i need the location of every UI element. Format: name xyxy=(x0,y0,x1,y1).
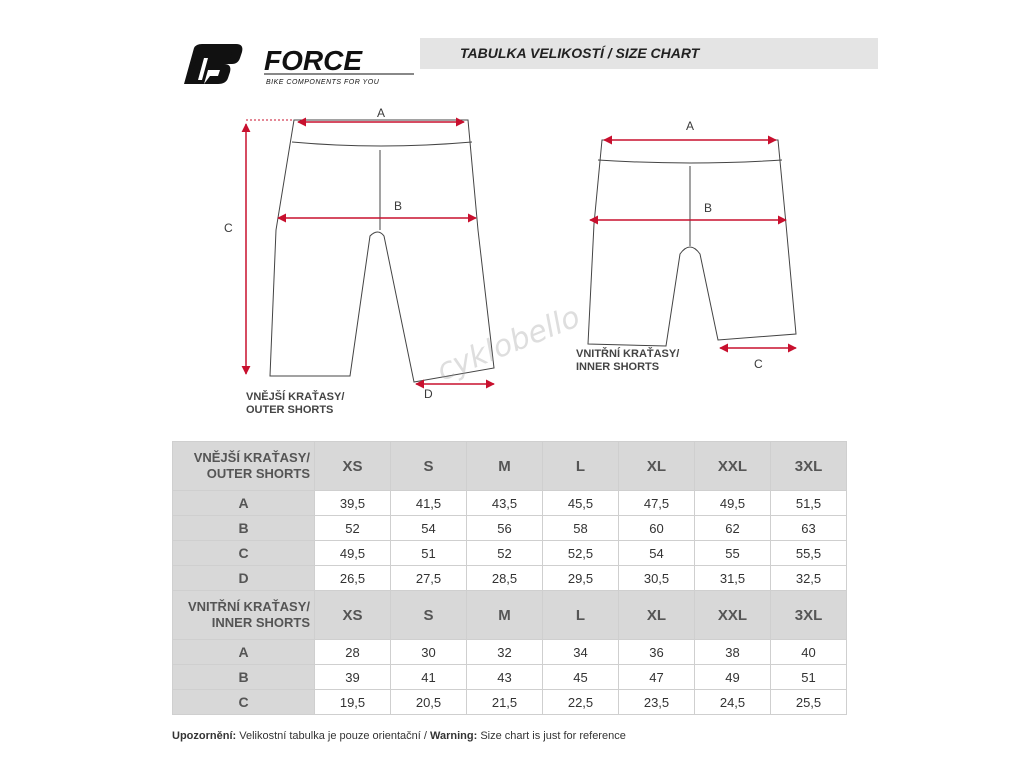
size-header: XS xyxy=(315,442,391,491)
inner-caption-line-1: VNITŘNÍ KRAŤASY/ xyxy=(576,348,680,360)
table-cell: 51 xyxy=(771,665,847,690)
table-row xyxy=(173,491,847,516)
outer-shorts-caption xyxy=(246,391,344,417)
size-header: S xyxy=(391,591,467,640)
outer-title-line-1: VNĚJŠÍ KRAŤASY/ xyxy=(193,450,310,465)
size-header: XXL xyxy=(695,591,771,640)
inner-title-line-2: INNER SHORTS xyxy=(211,615,310,630)
table-cell: 51,5 xyxy=(771,491,847,516)
outer-shorts-drawing xyxy=(246,120,494,382)
brand-tagline: BIKE COMPONENTS FOR YOU xyxy=(266,79,380,86)
brand-name: FORCE xyxy=(264,45,362,76)
outer-label-c: C xyxy=(224,221,233,235)
row-label: B xyxy=(173,665,315,690)
table-cell: 24,5 xyxy=(695,690,771,715)
size-header: M xyxy=(467,591,543,640)
size-header: L xyxy=(543,591,619,640)
table-cell: 52 xyxy=(467,541,543,566)
inner-caption-line-2: INNER SHORTS xyxy=(576,361,660,373)
table-cell: 41,5 xyxy=(391,491,467,516)
table-cell: 52,5 xyxy=(543,541,619,566)
size-header: XS xyxy=(315,591,391,640)
size-header: 3XL xyxy=(771,442,847,491)
table-row xyxy=(173,640,847,665)
table-cell: 47 xyxy=(619,665,695,690)
table-cell: 49,5 xyxy=(315,541,391,566)
table-row xyxy=(173,690,847,715)
table-cell: 54 xyxy=(391,516,467,541)
table-cell: 49,5 xyxy=(695,491,771,516)
table-cell: 40 xyxy=(771,640,847,665)
table-cell: 19,5 xyxy=(315,690,391,715)
footnote xyxy=(172,730,626,742)
table-cell: 63 xyxy=(771,516,847,541)
size-header: XL xyxy=(619,591,695,640)
row-label: C xyxy=(173,690,315,715)
warning-cz-label: Upozornění: xyxy=(172,730,237,742)
size-header: XXL xyxy=(695,442,771,491)
row-label: A xyxy=(173,491,315,516)
inner-title-line-1: VNITŘNÍ KRAŤASY/ xyxy=(187,599,310,614)
row-label: B xyxy=(173,516,315,541)
size-header: XL xyxy=(619,442,695,491)
size-header: 3XL xyxy=(771,591,847,640)
table-cell: 22,5 xyxy=(543,690,619,715)
table-cell: 54 xyxy=(619,541,695,566)
table-cell: 28,5 xyxy=(467,566,543,591)
warning-en-label: Warning: xyxy=(430,730,478,742)
outer-title-line-2: OUTER SHORTS xyxy=(206,466,310,481)
table-cell: 45,5 xyxy=(543,491,619,516)
table-cell: 39,5 xyxy=(315,491,391,516)
table-cell: 55 xyxy=(695,541,771,566)
table-row xyxy=(173,541,847,566)
warning-en-text: Size chart is just for reference xyxy=(477,730,626,742)
table-cell: 34 xyxy=(543,640,619,665)
table-cell: 47,5 xyxy=(619,491,695,516)
page-title: TABULKA VELIKOSTÍ / SIZE CHART xyxy=(460,45,700,61)
table-cell: 28 xyxy=(315,640,391,665)
outer-section-title xyxy=(173,442,315,491)
table-cell: 55,5 xyxy=(771,541,847,566)
table-cell: 26,5 xyxy=(315,566,391,591)
outer-label-a: A xyxy=(377,106,386,120)
table-cell: 43 xyxy=(467,665,543,690)
table-cell: 21,5 xyxy=(467,690,543,715)
inner-measure-lines xyxy=(590,140,796,348)
warning-cz-text: Velikostní tabulka je pouze orientační / xyxy=(236,730,431,742)
table-cell: 41 xyxy=(391,665,467,690)
table-cell: 62 xyxy=(695,516,771,541)
outer-caption-line-1: VNĚJŠÍ KRAŤASY/ xyxy=(246,391,345,403)
inner-shorts-drawing xyxy=(588,140,796,346)
table-cell: 45 xyxy=(543,665,619,690)
table-cell: 39 xyxy=(315,665,391,690)
inner-header-row xyxy=(173,591,847,640)
inner-label-c: C xyxy=(754,357,763,371)
inner-label-a: A xyxy=(686,119,695,133)
outer-label-b: B xyxy=(394,199,403,213)
table-cell: 30,5 xyxy=(619,566,695,591)
table-cell: 31,5 xyxy=(695,566,771,591)
table-cell: 58 xyxy=(543,516,619,541)
watermark: cyklobello xyxy=(432,299,585,389)
row-label: A xyxy=(173,640,315,665)
table-cell: 29,5 xyxy=(543,566,619,591)
table-cell: 51 xyxy=(391,541,467,566)
size-header: M xyxy=(467,442,543,491)
table-cell: 56 xyxy=(467,516,543,541)
row-label: D xyxy=(173,566,315,591)
table-cell: 49 xyxy=(695,665,771,690)
outer-label-d: D xyxy=(424,387,433,401)
table-cell: 20,5 xyxy=(391,690,467,715)
table-cell: 23,5 xyxy=(619,690,695,715)
table-cell: 32,5 xyxy=(771,566,847,591)
row-label: C xyxy=(173,541,315,566)
inner-label-b: B xyxy=(704,201,713,215)
table-cell: 38 xyxy=(695,640,771,665)
table-cell: 43,5 xyxy=(467,491,543,516)
table-cell: 52 xyxy=(315,516,391,541)
table-cell: 60 xyxy=(619,516,695,541)
table-cell: 27,5 xyxy=(391,566,467,591)
size-table xyxy=(172,441,847,715)
table-cell: 36 xyxy=(619,640,695,665)
table-cell: 25,5 xyxy=(771,690,847,715)
table-cell: 32 xyxy=(467,640,543,665)
outer-header-row xyxy=(173,442,847,491)
inner-section-title xyxy=(173,591,315,640)
size-header: S xyxy=(391,442,467,491)
table-cell: 30 xyxy=(391,640,467,665)
inner-shorts-caption xyxy=(576,348,679,374)
outer-caption-line-2: OUTER SHORTS xyxy=(246,404,334,416)
size-header: L xyxy=(543,442,619,491)
table-row xyxy=(173,516,847,541)
table-row xyxy=(173,665,847,690)
table-row xyxy=(173,566,847,591)
